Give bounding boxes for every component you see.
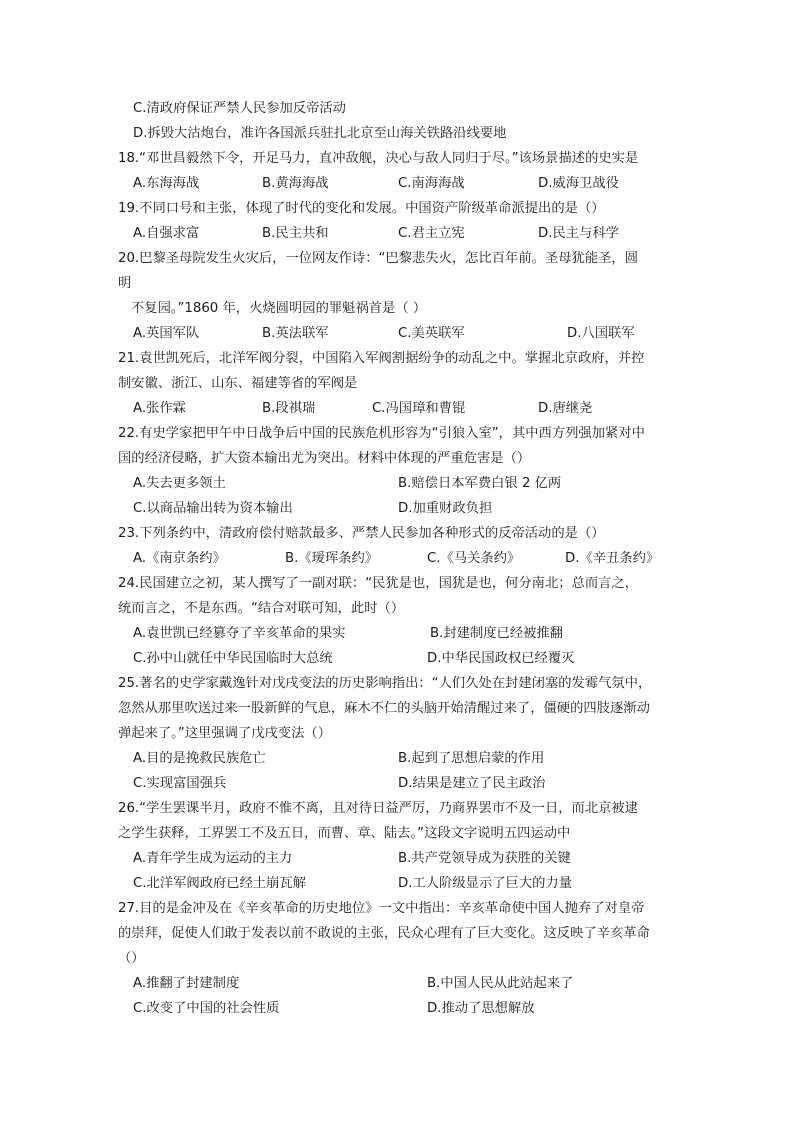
q25-options-row2: [0, 771, 794, 796]
q19-option-b: B.民主共和: [262, 226, 329, 241]
q22-options-row1: [0, 471, 794, 496]
q24-option-a: A.袁世凯已经篡夺了辛亥革命的果实: [133, 626, 346, 641]
q22-options-row2: [0, 496, 794, 521]
q20-option-c: C.美英联军: [398, 326, 465, 341]
q22-option-a: A.失去更多领土: [133, 476, 226, 491]
q20-stem-line3: 不复园。”1860 年，火烧圆明园的罪魁祸首是（ ）: [131, 301, 427, 316]
q19-option-a: A.自强求富: [133, 226, 200, 241]
q20-stem-line1: 20.巴黎圣母院发生火灾后，一位网友作诗：“巴黎悲失火，怎比百年前。圣母犹能圣，圆: [118, 251, 639, 266]
q20-option-b: B.英法联军: [262, 326, 329, 341]
q24-options-row1: [0, 621, 794, 646]
q24-option-d: D.中华民国政权已经覆灭: [427, 651, 575, 666]
q20-option-a: A.英国军队: [133, 326, 200, 341]
q18-option-b: B.黄海海战: [262, 176, 329, 191]
q24-options-row2: [0, 646, 794, 671]
q23-option-c: C.《马关条约》: [427, 551, 521, 566]
q23-option-b: B.《瑷珲条约》: [285, 551, 379, 566]
q20-options: [0, 321, 794, 346]
q24-option-c: C.孙中山就任中华民国临时大总统: [133, 651, 333, 666]
q20-option-d: D.八国联军: [567, 326, 635, 341]
q18-option-a: A.东海海战: [133, 176, 200, 191]
q26-options-row2: [0, 871, 794, 896]
q26-options-row1: [0, 846, 794, 871]
q25-option-a: A.目的是挽救民族危亡: [133, 751, 266, 766]
q27-option-b: B.中国人民从此站起来了: [427, 976, 574, 991]
q26-option-c: C.北洋军阀政府已经土崩瓦解: [133, 876, 307, 891]
q26-option-a: A.青年学生成为运动的主力: [133, 851, 293, 866]
q19-options: [0, 221, 794, 246]
q24-stem-line2: 统而言之，不是东西。“结合对联可知，此时（）: [118, 601, 405, 616]
q27-stem-line1: 27.目的是金冲及在《辛亥革命的历史地位》一文中指出：辛亥革命使中国人抛弃了对皇帝: [118, 901, 645, 916]
q22-option-c: C.以商品输出转为资本输出: [133, 501, 293, 516]
q27-option-d: D.推动了思想解放: [427, 1001, 535, 1016]
q27-stem-line3: （）: [118, 951, 145, 966]
q17-option-c: C.清政府保证严禁人民参加反帝活动: [133, 101, 346, 116]
q21-option-c: C.冯国璋和曹锟: [372, 401, 466, 416]
q22-option-b: B.赔偿日本军费白银 2 亿两: [398, 476, 562, 491]
q19-option-d: D.民主与科学: [538, 226, 619, 241]
q21-stem-line1: 21.袁世凯死后，北洋军阀分裂，中国陷入军阀割据纷争的动乱之中。掌握北京政府，并控: [118, 351, 645, 366]
q25-option-b: B.起到了思想启蒙的作用: [398, 751, 545, 766]
q27-option-c: C.改变了中国的社会性质: [133, 1001, 280, 1016]
q25-stem-line2: 忽然从那里吹送过来一股新鲜的气息，麻木不仁的头脑开始清醒过来了，僵硬的四肢逐渐动: [118, 701, 650, 716]
q27-options-row2: [0, 996, 794, 1021]
q22-stem-line1: 22.有史学家把甲午中日战争后中国的民族危机形容为“引狼入室”，其中西方列强加紧对中: [118, 426, 645, 441]
q18-option-d: D.威海卫战役: [538, 176, 619, 191]
q23-option-d: D.《辛丑条约》: [565, 551, 660, 566]
q23-stem: 23.下列条约中，清政府偿付赔款最多、严禁人民参加各种形式的反帝活动的是（）: [118, 526, 605, 541]
q27-options-row1: [0, 971, 794, 996]
q21-options: [0, 396, 794, 421]
q25-option-c: C.实现富国强兵: [133, 776, 227, 791]
q21-option-b: B.段祺瑞: [262, 401, 316, 416]
q25-stem-line3: 弹起来了。”这里强调了戊戌变法（）: [118, 726, 331, 741]
q25-options-row1: [0, 746, 794, 771]
q22-stem-line2: 国的经济侵略，扩大资本输出尤为突出。材料中体现的严重危害是（）: [118, 451, 531, 466]
q18-option-c: C.南海海战: [398, 176, 465, 191]
q23-options: [0, 546, 794, 571]
q19-option-c: C.君主立宪: [398, 226, 465, 241]
q18-stem: 18.“邓世昌毅然下令，开足马力，直冲敌舰，决心与敌人同归于尽。”该场景描述的史实是: [118, 151, 639, 166]
q27-stem-line2: 的崇拜，促使人们敢于发表以前不敢说的主张，民众心理有了巨大变化。这反映了辛亥革命: [118, 926, 650, 941]
exam-page: [0, 96, 794, 1021]
q26-stem-line2: 之学生获释，工界罢工不及五日，而曹、章、陆去。”这段文字说明五四运动中: [118, 826, 571, 841]
q17-option-d: D.拆毁大沽炮台，准许各国派兵驻扎北京至山海关铁路沿线要地: [133, 126, 507, 141]
q24-option-b: B.封建制度已经被推翻: [430, 626, 564, 641]
q24-stem-line1: 24.民国建立之初，某人撰写了一副对联：“民犹是也，国犹是也，何分南北；总而言之，: [118, 576, 639, 591]
q23-option-a: A.《南京条约》: [133, 551, 226, 566]
q25-option-d: D.结果是建立了民主政治: [398, 776, 546, 791]
q26-stem-line1: 26.“学生罢课半月，政府不惟不离，且对待日益严厉，乃商界罢市不及一日，而北京被逮: [118, 801, 639, 816]
q27-option-a: A.推翻了封建制度: [133, 976, 240, 991]
q21-option-d: D.唐继尧: [538, 401, 593, 416]
q20-stem-line2: 明: [118, 276, 132, 291]
q21-option-a: A.张作霖: [133, 401, 186, 416]
q26-option-b: B.共产党领导成为获胜的关键: [398, 851, 571, 866]
q26-option-d: D.工人阶级显示了巨大的力量: [398, 876, 573, 891]
q19-stem: 19.不同口号和主张，体现了时代的变化和发展。中国资产阶级革命派提出的是（）: [118, 201, 605, 216]
q18-options: [0, 171, 794, 196]
q25-stem-line1: 25.著名的史学家戴逸针对戊戌变法的历史影响指出：“人们久处在封建闭塞的发霉气氛中，: [118, 676, 652, 691]
q22-option-d: D.加重财政负担: [398, 501, 493, 516]
q21-stem-line2: 制安徽、浙江、山东、福建等省的军阀是: [118, 376, 358, 391]
